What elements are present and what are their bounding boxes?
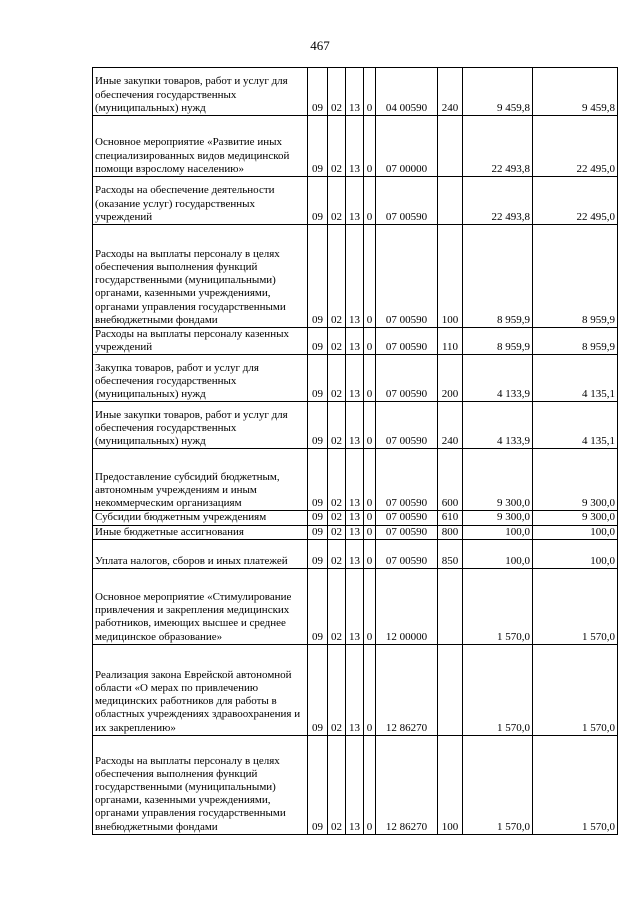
table-row [93,539,618,568]
code-cell: 02 [328,355,346,402]
code-cell: 07 00590 [376,402,438,449]
table-row [93,525,618,539]
code-cell: 13 [346,568,364,644]
amount-cell: 4 135,1 [533,355,618,402]
code-cell: 02 [328,402,346,449]
code-cell: 13 [346,402,364,449]
amount-cell: 1 570,0 [463,568,533,644]
row-description: Расходы на выплаты персоналу казенных учреждений [93,328,308,355]
amount-cell: 9 459,8 [463,68,533,116]
code-cell: 02 [328,735,346,834]
code-cell [438,177,463,225]
amount-cell: 8 959,9 [533,225,618,328]
code-cell: 02 [328,116,346,177]
code-cell: 13 [346,511,364,525]
row-description: Расходы на обеспечение деятельности (оказание услуг) государственных учреждений [93,177,308,225]
code-cell: 07 00590 [376,511,438,525]
code-cell: 09 [308,568,328,644]
amount-cell: 4 133,9 [463,402,533,449]
code-cell: 07 00000 [376,116,438,177]
code-cell: 13 [346,449,364,511]
code-cell: 12 00000 [376,568,438,644]
code-cell [438,568,463,644]
code-cell: 07 00590 [376,539,438,568]
row-description: Предоставление субсидий бюджетным, автономным учреждениям и иным некоммерческим организациям [93,449,308,511]
code-cell: 13 [346,735,364,834]
code-cell: 04 00590 [376,68,438,116]
amount-cell: 8 959,9 [463,225,533,328]
code-cell: 09 [308,449,328,511]
code-cell: 0 [364,539,376,568]
row-description: Иные закупки товаров, работ и услуг для обеспечения государственных (муниципальных) нужд [93,68,308,116]
page-number: 467 [310,38,330,53]
code-cell: 200 [438,355,463,402]
table-row [93,355,618,402]
code-cell: 13 [346,644,364,735]
amount-cell: 22 493,8 [463,116,533,177]
table-row [93,328,618,355]
code-cell [438,644,463,735]
code-cell: 09 [308,644,328,735]
amount-cell: 100,0 [463,525,533,539]
table-row [93,68,618,116]
code-cell: 0 [364,644,376,735]
code-cell: 09 [308,525,328,539]
code-cell: 02 [328,328,346,355]
amount-cell: 8 959,9 [463,328,533,355]
amount-cell: 22 495,0 [533,177,618,225]
table-row [93,225,618,328]
amount-cell: 4 133,9 [463,355,533,402]
code-cell: 02 [328,511,346,525]
code-cell: 850 [438,539,463,568]
code-cell: 610 [438,511,463,525]
code-cell: 02 [328,225,346,328]
code-cell: 12 86270 [376,735,438,834]
code-cell: 13 [346,328,364,355]
code-cell: 07 00590 [376,328,438,355]
code-cell: 100 [438,735,463,834]
amount-cell: 8 959,9 [533,328,618,355]
code-cell: 09 [308,68,328,116]
row-description: Иные закупки товаров, работ и услуг для обеспечения государственных (муниципальных) нужд [93,402,308,449]
code-cell: 100 [438,225,463,328]
code-cell: 09 [308,402,328,449]
table-row [93,568,618,644]
code-cell [438,116,463,177]
amount-cell: 100,0 [533,525,618,539]
code-cell: 0 [364,68,376,116]
code-cell: 02 [328,539,346,568]
table-row [93,735,618,834]
amount-cell: 9 300,0 [533,511,618,525]
amount-cell: 9 300,0 [463,449,533,511]
code-cell: 600 [438,449,463,511]
code-cell: 02 [328,68,346,116]
code-cell: 07 00590 [376,449,438,511]
code-cell: 02 [328,568,346,644]
amount-cell: 1 570,0 [463,644,533,735]
amount-cell: 100,0 [533,539,618,568]
code-cell: 09 [308,177,328,225]
code-cell: 0 [364,511,376,525]
code-cell: 09 [308,355,328,402]
code-cell: 0 [364,735,376,834]
code-cell: 12 86270 [376,644,438,735]
table-row [93,511,618,525]
row-description: Уплата налогов, сборов и иных платежей [93,539,308,568]
code-cell: 0 [364,449,376,511]
code-cell: 09 [308,328,328,355]
row-description: Расходы на выплаты персоналу в целях обеспечения выполнения функций государственными (муниципальными) органами, казенными учреждениями, органами управления государственными внебюджетными фондами [93,735,308,834]
code-cell: 0 [364,116,376,177]
amount-cell: 1 570,0 [533,568,618,644]
code-cell: 07 00590 [376,177,438,225]
code-cell: 110 [438,328,463,355]
code-cell: 13 [346,68,364,116]
code-cell: 02 [328,525,346,539]
amount-cell: 9 300,0 [463,511,533,525]
row-description: Основное мероприятие «Стимулирование привлечения и закрепления медицинских работников, имеющих высшее и среднее медицинское образование» [93,568,308,644]
row-description: Расходы на выплаты персоналу в целях обеспечения выполнения функций государственными (муниципальными) органами, казенными учреждениями, органами управления государственными внебюджетными фондами [93,225,308,328]
table-row [93,402,618,449]
code-cell: 13 [346,355,364,402]
row-description: Основное мероприятие «Развитие иных специализированных видов медицинской помощи взрослому населению» [93,116,308,177]
code-cell: 240 [438,402,463,449]
table-row [93,644,618,735]
table-row [93,177,618,225]
table-row [93,116,618,177]
code-cell: 02 [328,177,346,225]
code-cell: 09 [308,511,328,525]
row-description: Закупка товаров, работ и услуг для обеспечения государственных (муниципальных) нужд [93,355,308,402]
budget-table [92,67,618,835]
row-description: Иные бюджетные ассигнования [93,525,308,539]
code-cell: 0 [364,355,376,402]
amount-cell: 1 570,0 [533,735,618,834]
code-cell: 240 [438,68,463,116]
code-cell: 0 [364,328,376,355]
amount-cell: 22 495,0 [533,116,618,177]
code-cell: 07 00590 [376,355,438,402]
code-cell: 0 [364,525,376,539]
code-cell: 13 [346,177,364,225]
code-cell: 13 [346,225,364,328]
code-cell: 02 [328,449,346,511]
code-cell: 09 [308,539,328,568]
table-row [93,449,618,511]
row-description: Субсидии бюджетным учреждениям [93,511,308,525]
amount-cell: 9 459,8 [533,68,618,116]
amount-cell: 4 135,1 [533,402,618,449]
code-cell: 800 [438,525,463,539]
code-cell: 07 00590 [376,525,438,539]
code-cell: 02 [328,644,346,735]
code-cell: 13 [346,116,364,177]
code-cell: 13 [346,539,364,568]
code-cell: 0 [364,225,376,328]
code-cell: 07 00590 [376,225,438,328]
code-cell: 0 [364,402,376,449]
code-cell: 09 [308,116,328,177]
amount-cell: 22 493,8 [463,177,533,225]
amount-cell: 9 300,0 [533,449,618,511]
code-cell: 13 [346,525,364,539]
code-cell: 09 [308,735,328,834]
amount-cell: 1 570,0 [463,735,533,834]
code-cell: 0 [364,177,376,225]
row-description: Реализация закона Еврейской автономной области «О мерах по привлечению медицинских работников для работы в областных учреждениях здравоохранения и их закреплению» [93,644,308,735]
code-cell: 0 [364,568,376,644]
code-cell: 09 [308,225,328,328]
amount-cell: 1 570,0 [533,644,618,735]
amount-cell: 100,0 [463,539,533,568]
